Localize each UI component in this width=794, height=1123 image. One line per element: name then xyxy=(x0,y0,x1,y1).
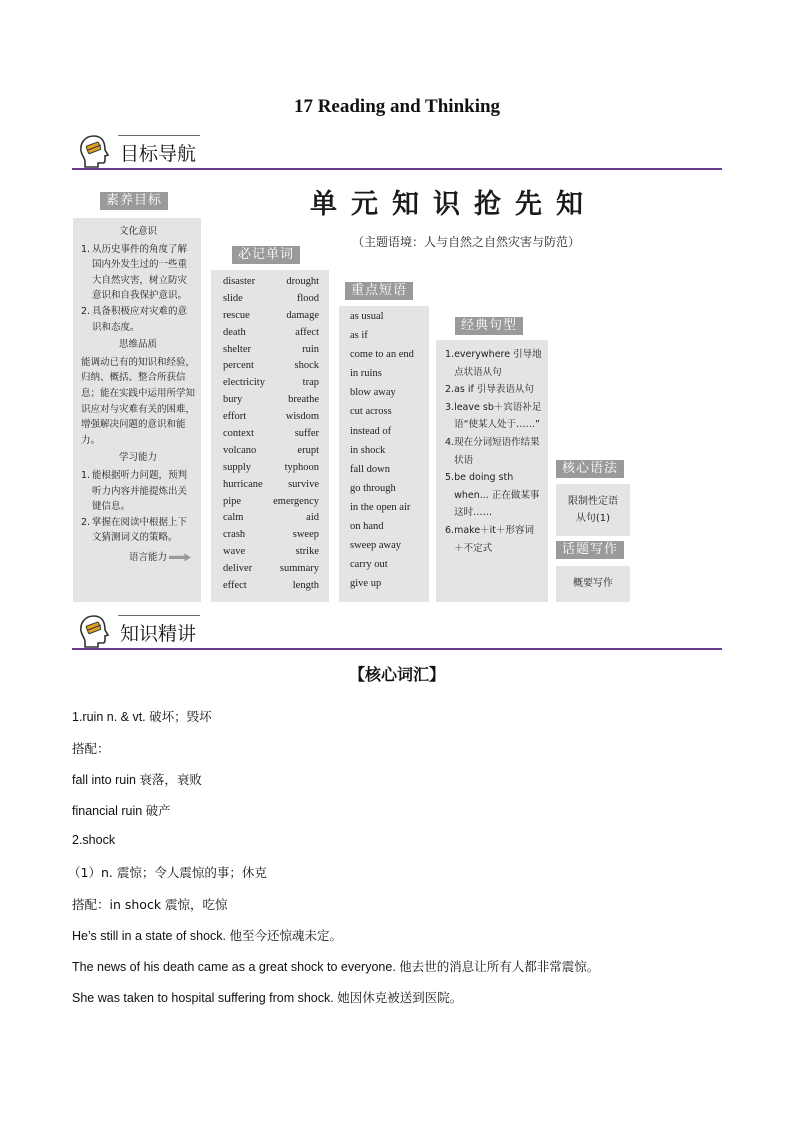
phrase-item: on hand xyxy=(350,521,384,533)
word-left: effect xyxy=(223,580,247,592)
word-row xyxy=(211,546,329,563)
learning-heading: 学习能力 xyxy=(118,452,157,464)
word-left: bury xyxy=(223,394,243,406)
word-right: ruin xyxy=(302,343,319,355)
list-item: 2. as if 引导表语从句 xyxy=(445,384,534,396)
literacy-panel xyxy=(73,218,201,602)
section-rule xyxy=(72,648,722,650)
word-row xyxy=(211,496,329,513)
tag-literacy: 素养目标 xyxy=(100,192,168,210)
word-right: breathe xyxy=(288,394,319,406)
banner-title: 单元知识抢先知 xyxy=(310,189,597,220)
tag-sentences: 经典句型 xyxy=(455,317,523,335)
section-header-goal-nav xyxy=(72,133,722,173)
word-right: survive xyxy=(288,478,319,490)
word-right: length xyxy=(292,580,319,592)
word-left: rescue xyxy=(223,309,250,321)
list-item: 1. everywhere 引导地点状语从句 xyxy=(445,349,542,378)
grammar-panel xyxy=(556,484,630,536)
banner-subtitle: （主题语境：人与自然之自然灾害与防范） xyxy=(352,235,581,249)
body-line: （1）n. 震惊；令人震惊的事；休克 xyxy=(68,865,267,880)
word-left: pipe xyxy=(223,495,242,507)
language-ability: 语言能力 xyxy=(81,550,195,566)
header-topline xyxy=(118,135,200,136)
word-right: aid xyxy=(306,512,319,524)
header-topline xyxy=(118,615,200,616)
body-line: 2.shock xyxy=(72,833,116,847)
body-line: financial ruin 破产 xyxy=(72,803,171,818)
writing-text: 概要写作 xyxy=(573,578,613,589)
arrow-icon xyxy=(169,553,191,561)
core-vocab-title: 【核心词汇】 xyxy=(348,665,445,684)
tag-phrases: 重点短语 xyxy=(345,282,413,300)
word-row xyxy=(211,512,329,529)
page-title: 17 Reading and Thinking xyxy=(293,96,501,117)
list-item: 1. 能根据听力问题，预判听力内容并能提炼出关键信息。 xyxy=(81,469,188,513)
phrase-item: in ruins xyxy=(350,368,382,380)
word-right: suffer xyxy=(294,428,319,440)
word-right: trap xyxy=(302,377,319,389)
word-row xyxy=(211,310,329,327)
word-right: erupt xyxy=(297,444,319,456)
thinking-text: 能调动已有的知识和经验，归纳、概括、整合所获信息；能在实践中运用所学知识应对与灾难有关的困难，增强解决问题的意识和能力。 xyxy=(81,356,196,446)
word-left: crash xyxy=(223,529,246,541)
word-row xyxy=(211,377,329,394)
phrases-panel xyxy=(339,306,429,602)
phrase-item: go through xyxy=(350,482,396,494)
word-row xyxy=(211,580,329,597)
section-header-knowledge xyxy=(72,613,722,653)
word-right: affect xyxy=(295,326,319,338)
word-right: summary xyxy=(279,563,319,575)
word-row xyxy=(211,462,329,479)
word-right: damage xyxy=(286,309,319,321)
word-right: typhoon xyxy=(284,461,319,473)
word-left: percent xyxy=(223,360,254,372)
word-row xyxy=(211,411,329,428)
word-row xyxy=(211,293,329,310)
phrase-item: blow away xyxy=(350,387,396,399)
sentences-panel xyxy=(436,340,548,602)
body-line: He’s still in a state of shock. 他至今还惊魂未定。 xyxy=(72,928,342,943)
word-right: shock xyxy=(294,360,319,372)
culture-heading: 文化意识 xyxy=(118,226,157,237)
phrase-item: fall down xyxy=(350,463,390,475)
phrase-item: cut across xyxy=(350,406,392,418)
word-left: effort xyxy=(223,411,247,423)
tag-grammar: 核心语法 xyxy=(556,460,624,478)
phrase-item: give up xyxy=(350,578,382,590)
word-left: deliver xyxy=(223,563,253,575)
word-right: drought xyxy=(286,276,319,287)
body-line: 搭配：in shock 震惊，吃惊 xyxy=(72,897,228,912)
reading-head-icon xyxy=(76,613,112,649)
writing-panel xyxy=(556,566,630,602)
grammar-text: 限制性定语从句(1) xyxy=(568,496,618,524)
phrase-item: instead of xyxy=(350,425,392,437)
body-line: 1.ruin n. & vt. 破坏；毁坏 xyxy=(72,709,212,724)
reading-head-icon xyxy=(76,133,112,169)
list-item: 6. make＋it＋形容词＋不定式 xyxy=(445,524,535,554)
word-row xyxy=(211,479,329,496)
list-item: 2. 具备积极应对灾难的意识和态度。 xyxy=(81,305,188,333)
word-row xyxy=(211,394,329,411)
word-row xyxy=(211,445,329,462)
word-left: electricity xyxy=(223,377,265,389)
word-row xyxy=(211,428,329,445)
word-left: volcano xyxy=(223,444,257,456)
word-right: strike xyxy=(295,546,319,558)
list-item: 3. leave sb＋宾语补足语“使某人处于……” xyxy=(445,401,542,431)
phrase-item: as usual xyxy=(350,311,384,322)
word-left: calm xyxy=(223,512,244,524)
phrase-item: in shock xyxy=(350,444,386,456)
word-left: shelter xyxy=(223,343,251,355)
word-right: sweep xyxy=(292,529,319,541)
word-row xyxy=(211,344,329,361)
body-line: The news of his death came as a great shock to everyone. 他去世的消息让所有人都非常震惊。 xyxy=(72,959,600,974)
word-row xyxy=(211,529,329,546)
section-rule xyxy=(72,168,722,170)
phrase-item: carry out xyxy=(350,559,388,571)
phrase-item: in the open air xyxy=(350,501,411,513)
tag-writing: 话题写作 xyxy=(556,541,624,559)
word-left: disaster xyxy=(223,276,256,287)
word-row xyxy=(211,563,329,580)
word-left: wave xyxy=(223,546,246,558)
word-right: flood xyxy=(296,292,319,304)
phrase-item: as if xyxy=(350,330,368,342)
word-left: context xyxy=(223,428,254,440)
word-row xyxy=(211,276,329,293)
list-item: 5. be doing sth when... 正在做某事这时…… xyxy=(445,472,540,519)
words-panel xyxy=(211,270,329,602)
list-item: 1. 从历史事件的角度了解国内外发生过的一些重大自然灾害，树立防灾意识和自我保护意识。 xyxy=(81,243,188,302)
list-item: 2. 掌握在阅读中根据上下文猜测词义的策略。 xyxy=(81,516,188,544)
word-row xyxy=(211,360,329,377)
word-right: emergency xyxy=(273,495,319,507)
word-left: hurricane xyxy=(223,478,263,490)
body-line: She was taken to hospital suffering from shock. 她因休克被送到医院。 xyxy=(72,990,463,1005)
thinking-heading: 思维品质 xyxy=(118,339,157,351)
word-row xyxy=(211,327,329,344)
phrase-item: come to an end xyxy=(350,349,414,361)
section-title: 知识精讲 xyxy=(120,623,197,645)
body-line: fall into ruin 衰落，衰败 xyxy=(72,772,202,787)
word-left: supply xyxy=(223,461,252,473)
word-right: wisdom xyxy=(285,411,319,423)
section-title: 目标导航 xyxy=(120,143,197,165)
phrase-item: sweep away xyxy=(350,540,402,552)
word-left: death xyxy=(223,326,246,338)
word-left: slide xyxy=(223,292,243,304)
body-line: 搭配： xyxy=(72,741,110,756)
tag-words: 必记单词 xyxy=(232,246,300,264)
list-item: 4. 现在分词短语作结果状语 xyxy=(445,436,540,466)
